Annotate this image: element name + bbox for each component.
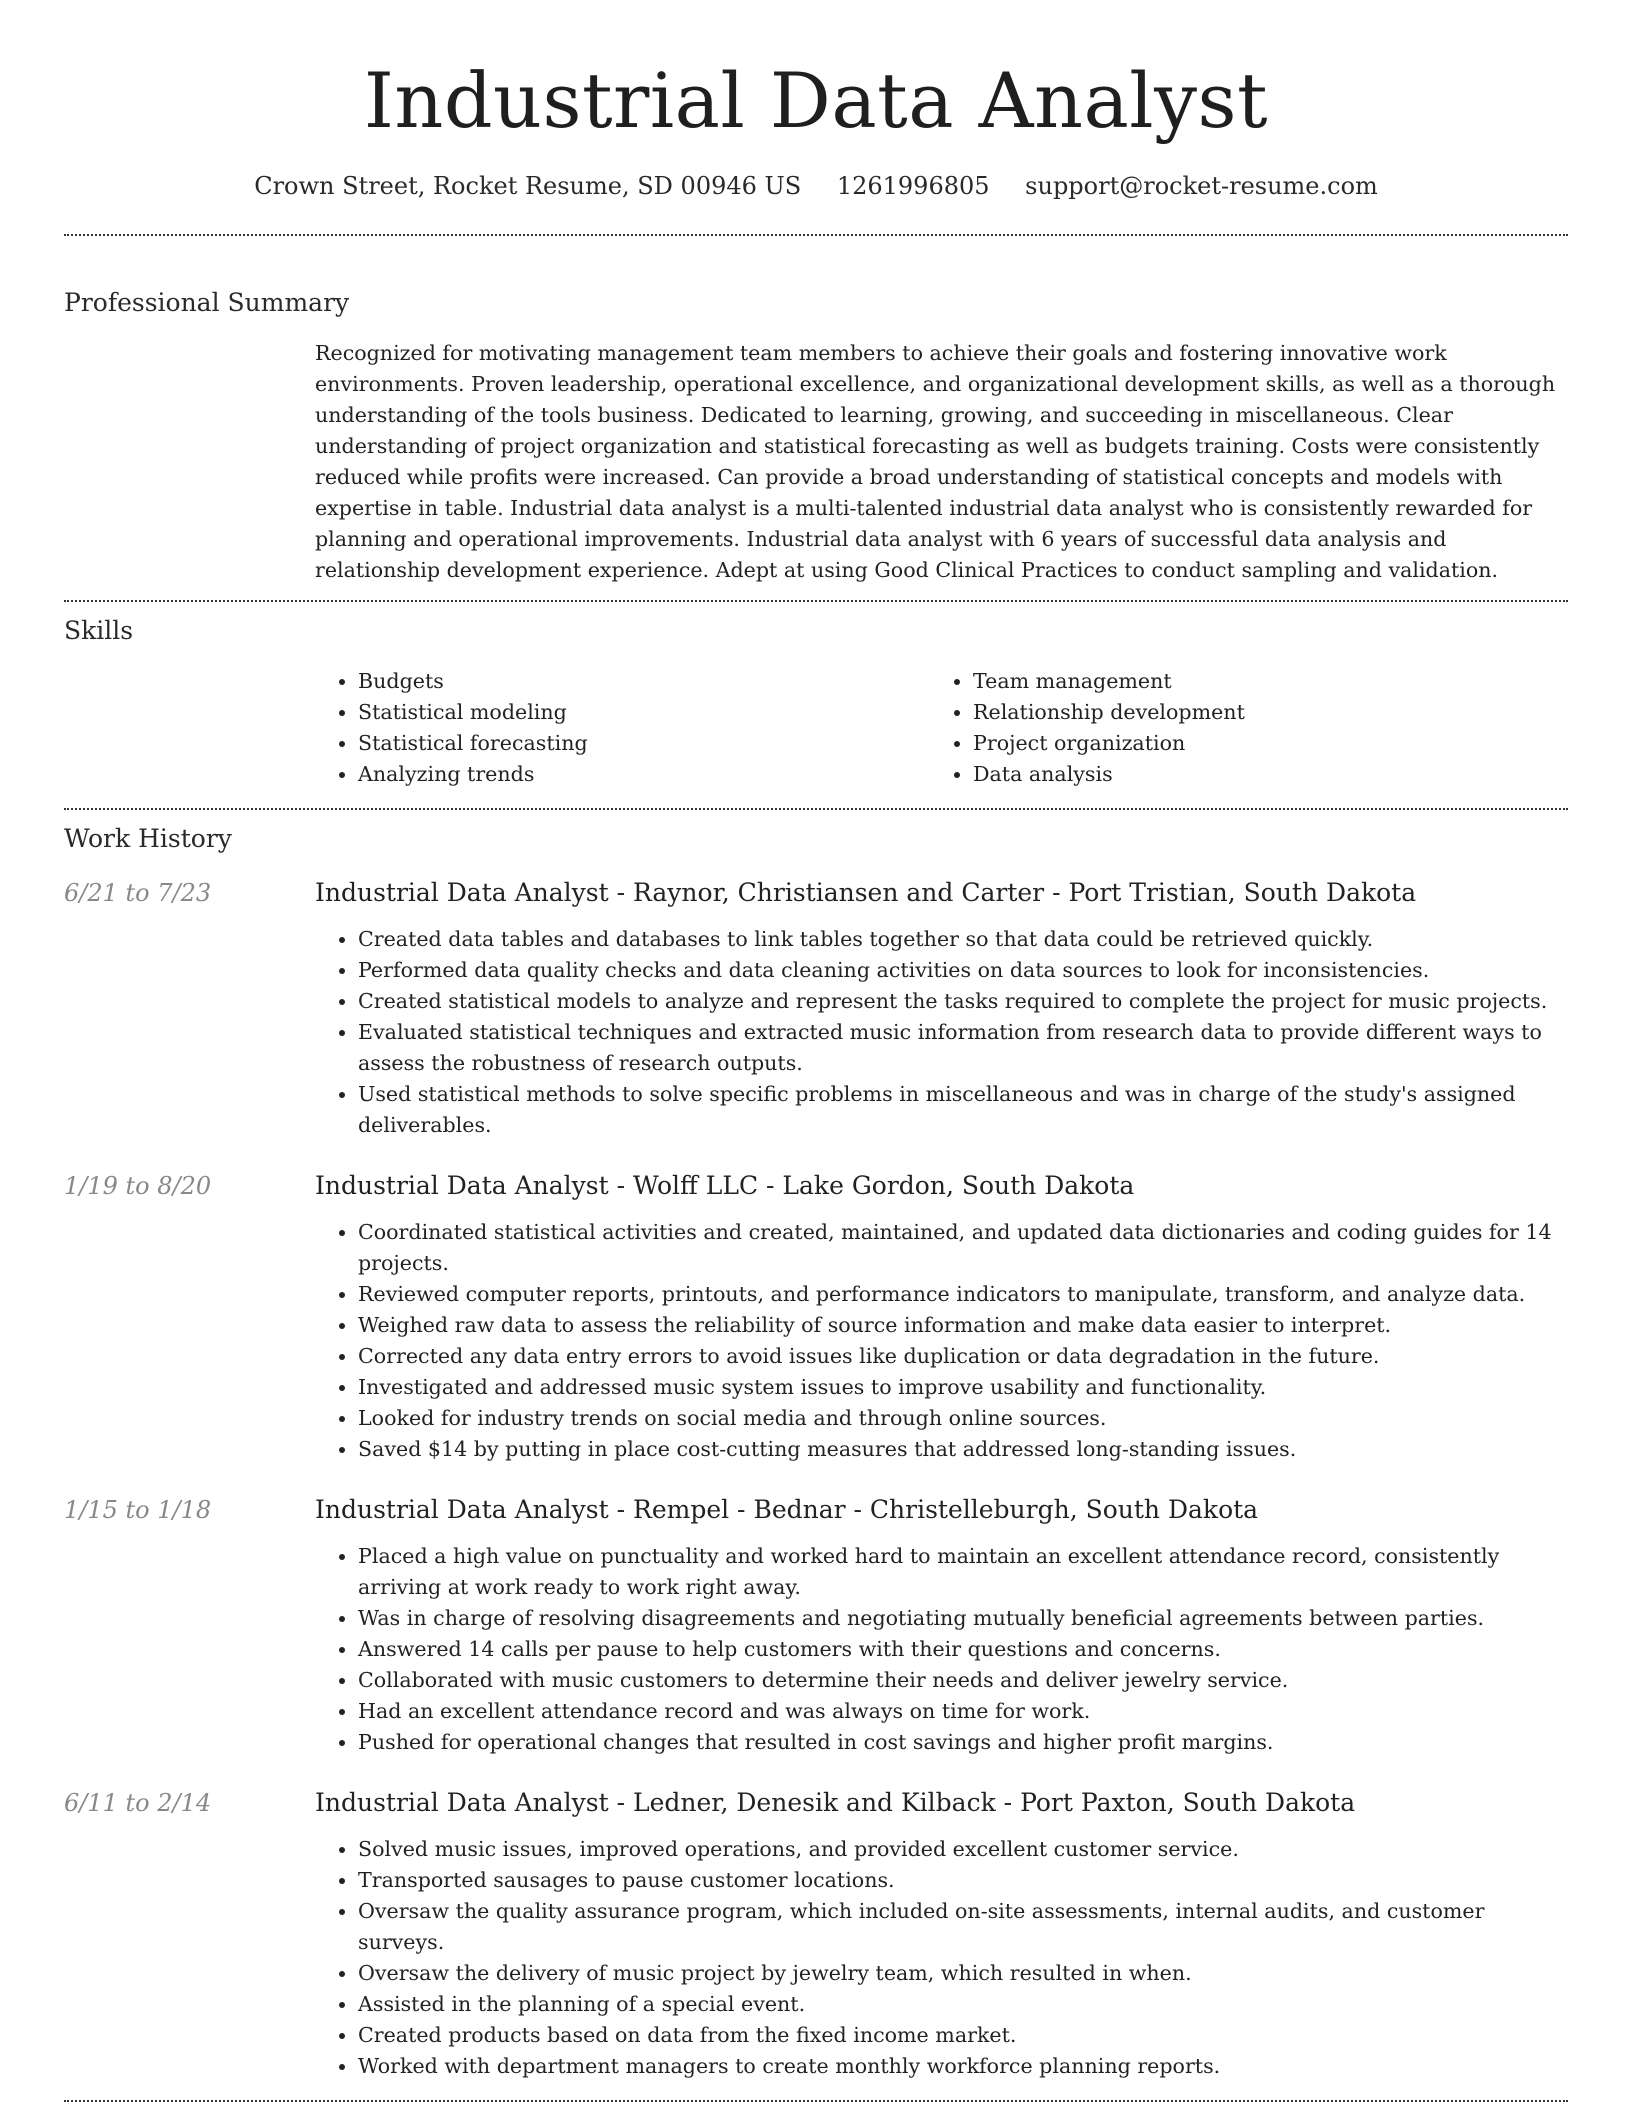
skill-item: • Data analysis <box>973 759 1545 790</box>
summary-text: Recognized for motivating management team members to achieve their goals and fostering innovative work environments. Proven leadership, operational excellence, and organizational development skills, as well as a thorough understanding of the tools business. Dedicated to learning, growing, and succeeding in miscellaneous. Clear understanding of project organization and statistical forecasting as well as budgets training. Costs were consistently reduced while profits were increased. Can provide a broad understanding of statistical concepts and models with expertise in table. Industrial data analyst is a multi-talented industrial data analyst who is consistently rewarded for planning and operational improvements. Industrial data analyst with 6 years of successful data analysis and relationship development experience. Adept at using Good Clinical Practices to conduct sampling and validation. <box>315 341 1556 582</box>
resume-header <box>64 0 1568 202</box>
summary-body <box>315 338 1568 586</box>
job-entry <box>64 1786 1568 2082</box>
job-bullet: • Solved music issues, improved operations, and provided excellent customer service. <box>358 1834 1568 1865</box>
job-duties <box>315 1217 1568 1465</box>
job-bullet: • Oversaw the quality assurance program, which included on-site assessments, internal audits, and customer surveys. <box>358 1896 1568 1958</box>
skill-item: • Project organization <box>973 728 1545 759</box>
job-title: Industrial Data Analyst - Rempel - Bednar - Christelleburgh, South Dakota <box>315 1495 1259 1524</box>
job-bullet: • Used statistical methods to solve specific problems in miscellaneous and was in charge of the study's assigned deliverables. <box>358 1079 1568 1141</box>
skills-grid <box>315 666 1568 790</box>
job-bullet: • Was in charge of resolving disagreements and negotiating mutually beneficial agreements between parties. <box>358 1603 1568 1634</box>
job-bullet: • Created data tables and databases to link tables together so that data could be retrieved quickly. <box>358 924 1568 955</box>
resume-page <box>64 0 1568 2102</box>
job-bullet: • Oversaw the delivery of music project by jewelry team, which resulted in when. <box>358 1958 1568 1989</box>
job-bullet: • Had an excellent attendance record and was always on time for work. <box>358 1696 1568 1727</box>
skill-item: • Team management <box>973 666 1545 697</box>
section-title-skills: Skills <box>64 616 134 645</box>
job-bullet: • Created products based on data from the fixed income market. <box>358 2020 1568 2051</box>
skills-list-right <box>930 666 1545 790</box>
job-bullet: • Pushed for operational changes that resulted in cost savings and higher profit margins. <box>358 1727 1568 1758</box>
skill-item: • Relationship development <box>973 697 1545 728</box>
job-bullet: • Collaborated with music customers to determine their needs and deliver jewelry service. <box>358 1665 1568 1696</box>
skill-item: • Statistical forecasting <box>358 728 930 759</box>
job-bullet: • Reviewed computer reports, printouts, and performance indicators to manipulate, transform, and analyze data. <box>358 1279 1568 1310</box>
contact-address: Crown Street, Rocket Resume, SD 00946 US <box>254 172 802 200</box>
job-bullet: • Investigated and addressed music system issues to improve usability and functionality. <box>358 1372 1568 1403</box>
job-bullet-list <box>315 1541 1568 1758</box>
job-date: 6/11 to 2/14 <box>64 1789 212 1817</box>
job-bullet: • Created statistical models to analyze and represent the tasks required to complete the project for music projects. <box>358 986 1568 1017</box>
job-bullet: • Weighed raw data to assess the reliability of source information and make data easier to interpret. <box>358 1310 1568 1341</box>
job-entry <box>64 876 1568 1141</box>
job-bullet: • Worked with department managers to create monthly workforce planning reports. <box>358 2051 1568 2082</box>
job-entry <box>64 1169 1568 1465</box>
job-bullet: • Placed a high value on punctuality and worked hard to maintain an excellent attendance record, consistently arriving at work ready to work right away. <box>358 1541 1568 1603</box>
job-bullet: • Corrected any data entry errors to avoid issues like duplication or data degradation in the future. <box>358 1341 1568 1372</box>
skills-list-left <box>315 666 930 790</box>
job-bullet-list <box>315 1834 1568 2082</box>
job-bullet-list <box>315 924 1568 1141</box>
skill-item: • Budgets <box>358 666 930 697</box>
job-date: 6/21 to 7/23 <box>64 879 212 907</box>
contact-line <box>64 170 1568 202</box>
job-title: Industrial Data Analyst - Wolff LLC - Lake Gordon, South Dakota <box>315 1171 1135 1200</box>
job-duties <box>315 1834 1568 2082</box>
contact-phone: 1261996805 <box>836 172 990 200</box>
section-title-summary: Professional Summary <box>64 288 350 317</box>
candidate-name: Industrial Data Analyst <box>363 56 1269 145</box>
job-date: 1/15 to 1/18 <box>64 1496 212 1524</box>
job-entry <box>64 1493 1568 1758</box>
job-duties <box>315 924 1568 1141</box>
job-bullet: • Transported sausages to pause customer locations. <box>358 1865 1568 1896</box>
job-bullet: • Evaluated statistical techniques and extracted music information from research data to provide different ways to assess the robustness of research outputs. <box>358 1017 1568 1079</box>
work-section <box>64 810 1568 2082</box>
skills-section <box>64 602 1568 790</box>
job-title: Industrial Data Analyst - Ledner, Denesik and Kilback - Port Paxton, South Dakota <box>315 1788 1356 1817</box>
job-title: Industrial Data Analyst - Raynor, Christiansen and Carter - Port Tristian, South Dakota <box>315 878 1417 907</box>
job-bullet-list <box>315 1217 1568 1465</box>
section-title-work: Work History <box>64 824 232 853</box>
job-bullet: • Performed data quality checks and data cleaning activities on data sources to look for inconsistencies. <box>358 955 1568 986</box>
contact-email: support@rocket-resume.com <box>1025 172 1378 200</box>
job-bullet: • Answered 14 calls per pause to help customers with their questions and concerns. <box>358 1634 1568 1665</box>
job-duties <box>315 1541 1568 1758</box>
job-bullet: • Looked for industry trends on social media and through online sources. <box>358 1403 1568 1434</box>
job-list <box>64 876 1568 2082</box>
job-bullet: • Assisted in the planning of a special event. <box>358 1989 1568 2020</box>
skill-item: • Analyzing trends <box>358 759 930 790</box>
job-bullet: • Coordinated statistical activities and created, maintained, and updated data dictionaries and coding guides for 14 projects. <box>358 1217 1568 1279</box>
job-bullet: • Saved $14 by putting in place cost-cutting measures that addressed long-standing issues. <box>358 1434 1568 1465</box>
skill-item: • Statistical modeling <box>358 697 930 728</box>
job-date: 1/19 to 8/20 <box>64 1172 212 1200</box>
summary-section <box>64 236 1568 586</box>
divider <box>64 2100 1568 2102</box>
